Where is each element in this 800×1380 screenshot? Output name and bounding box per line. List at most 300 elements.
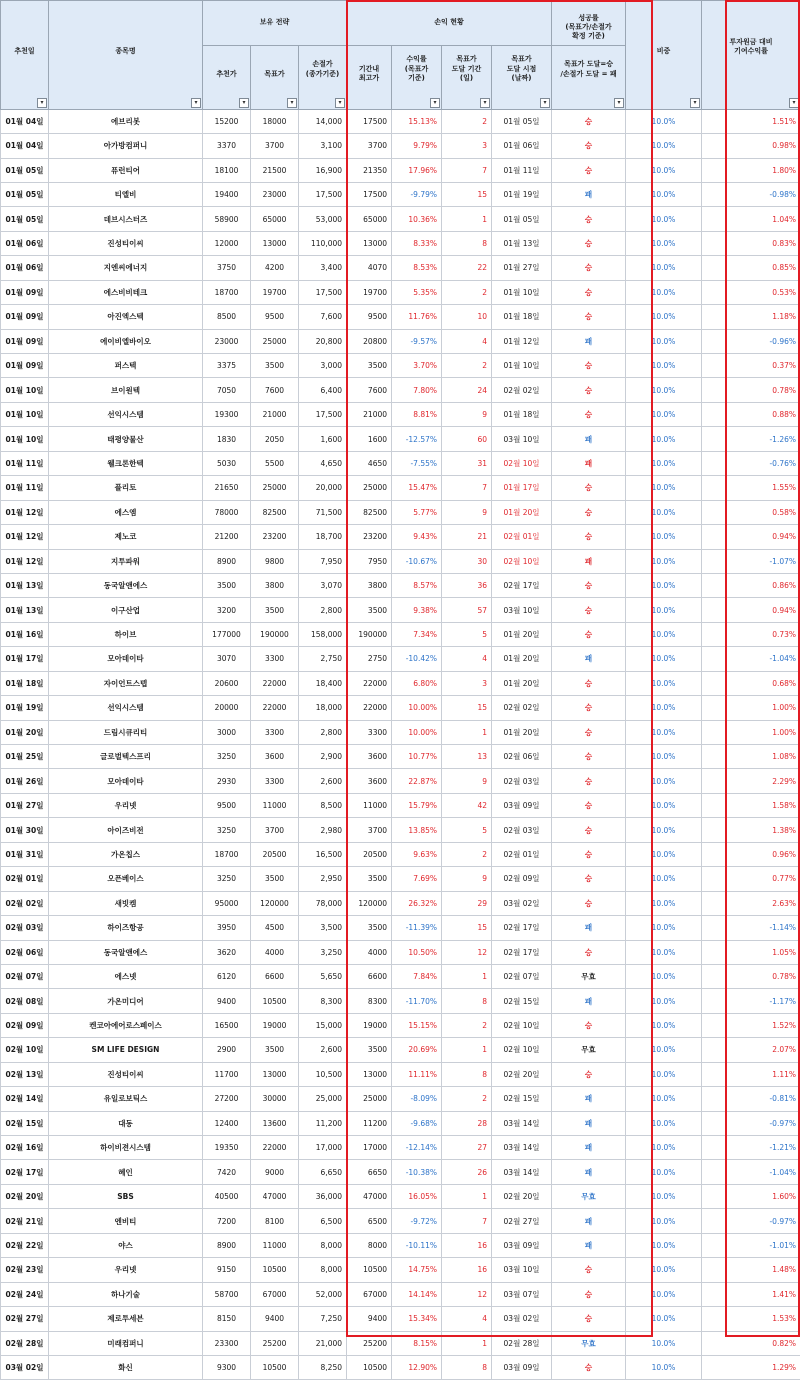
cell-target-price[interactable]: 25200 bbox=[251, 1331, 299, 1355]
cell-rec-price[interactable]: 3375 bbox=[203, 354, 251, 378]
cell-return-rate[interactable]: 15.47% bbox=[392, 476, 442, 500]
cell-contribution[interactable]: 0.85% bbox=[702, 256, 800, 280]
cell-weight[interactable]: 10.0% bbox=[626, 745, 702, 769]
cell-rec-date[interactable]: 01월 12일 bbox=[1, 500, 49, 524]
cell-weight[interactable]: 10.0% bbox=[626, 696, 702, 720]
cell-stock-name[interactable]: 에이비엘바이오 bbox=[49, 329, 203, 353]
cell-target-days[interactable]: 7 bbox=[442, 1209, 492, 1233]
cell-contribution[interactable]: -1.04% bbox=[702, 1160, 800, 1184]
cell-return-rate[interactable]: -10.11% bbox=[392, 1233, 442, 1257]
cell-contribution[interactable]: 1.00% bbox=[702, 696, 800, 720]
cell-stock-name[interactable]: 하이즈항공 bbox=[49, 916, 203, 940]
cell-rec-date[interactable]: 01월 17일 bbox=[1, 647, 49, 671]
cell-rec-date[interactable]: 01월 19일 bbox=[1, 696, 49, 720]
cell-return-rate[interactable]: -8.09% bbox=[392, 1087, 442, 1111]
cell-result[interactable]: 승 bbox=[552, 867, 626, 891]
cell-target-price[interactable]: 67000 bbox=[251, 1282, 299, 1306]
cell-weight[interactable]: 10.0% bbox=[626, 476, 702, 500]
cell-target-days[interactable]: 9 bbox=[442, 769, 492, 793]
cell-stop-loss[interactable]: 3,400 bbox=[299, 256, 347, 280]
cell-target-price[interactable]: 22000 bbox=[251, 1136, 299, 1160]
cell-target-date[interactable]: 02월 10일 bbox=[492, 451, 552, 475]
cell-stop-loss[interactable]: 8,250 bbox=[299, 1355, 347, 1379]
cell-target-price[interactable]: 22000 bbox=[251, 696, 299, 720]
cell-target-price[interactable]: 190000 bbox=[251, 622, 299, 646]
cell-target-date[interactable]: 01월 27일 bbox=[492, 256, 552, 280]
cell-stock-name[interactable]: 야스 bbox=[49, 1233, 203, 1257]
cell-contribution[interactable]: 0.77% bbox=[702, 867, 800, 891]
cell-target-date[interactable]: 02월 01일 bbox=[492, 842, 552, 866]
cell-target-price[interactable]: 18000 bbox=[251, 109, 299, 133]
cell-target-days[interactable]: 1 bbox=[442, 1331, 492, 1355]
cell-target-price[interactable]: 5500 bbox=[251, 451, 299, 475]
cell-weight[interactable]: 10.0% bbox=[626, 402, 702, 426]
cell-result[interactable]: 패 bbox=[552, 1111, 626, 1135]
cell-target-price[interactable]: 21000 bbox=[251, 402, 299, 426]
cell-result[interactable]: 패 bbox=[552, 1209, 626, 1233]
cell-result[interactable]: 패 bbox=[552, 427, 626, 451]
cell-rec-date[interactable]: 01월 09일 bbox=[1, 305, 49, 329]
cell-rec-price[interactable]: 6120 bbox=[203, 964, 251, 988]
cell-period-high[interactable]: 11200 bbox=[347, 1111, 392, 1135]
cell-stock-name[interactable]: 퓨런티어 bbox=[49, 158, 203, 182]
cell-rec-date[interactable]: 02월 13일 bbox=[1, 1062, 49, 1086]
cell-return-rate[interactable]: 15.13% bbox=[392, 109, 442, 133]
cell-target-date[interactable]: 01월 19일 bbox=[492, 182, 552, 206]
cell-target-price[interactable]: 3700 bbox=[251, 134, 299, 158]
cell-target-price[interactable]: 4000 bbox=[251, 940, 299, 964]
cell-result[interactable]: 패 bbox=[552, 329, 626, 353]
cell-period-high[interactable]: 11000 bbox=[347, 793, 392, 817]
cell-result[interactable]: 패 bbox=[552, 1160, 626, 1184]
cell-stop-loss[interactable]: 8,000 bbox=[299, 1258, 347, 1282]
cell-target-date[interactable]: 02월 03일 bbox=[492, 818, 552, 842]
cell-weight[interactable]: 10.0% bbox=[626, 867, 702, 891]
cell-rec-date[interactable]: 01월 05일 bbox=[1, 158, 49, 182]
cell-stop-loss[interactable]: 8,500 bbox=[299, 793, 347, 817]
cell-stock-name[interactable]: 가온미디어 bbox=[49, 989, 203, 1013]
cell-stop-loss[interactable]: 2,600 bbox=[299, 769, 347, 793]
cell-contribution[interactable]: 1.38% bbox=[702, 818, 800, 842]
cell-period-high[interactable]: 2750 bbox=[347, 647, 392, 671]
cell-rec-price[interactable]: 3250 bbox=[203, 867, 251, 891]
cell-contribution[interactable]: 0.73% bbox=[702, 622, 800, 646]
cell-rec-price[interactable]: 95000 bbox=[203, 891, 251, 915]
cell-rec-date[interactable]: 01월 09일 bbox=[1, 354, 49, 378]
cell-rec-price[interactable]: 58700 bbox=[203, 1282, 251, 1306]
cell-stock-name[interactable]: 선익시스템 bbox=[49, 696, 203, 720]
cell-return-rate[interactable]: -11.39% bbox=[392, 916, 442, 940]
cell-stop-loss[interactable]: 52,000 bbox=[299, 1282, 347, 1306]
cell-result[interactable]: 승 bbox=[552, 1307, 626, 1331]
cell-return-rate[interactable]: -7.55% bbox=[392, 451, 442, 475]
cell-target-days[interactable]: 2 bbox=[442, 1013, 492, 1037]
cell-rec-date[interactable]: 01월 12일 bbox=[1, 549, 49, 573]
cell-weight[interactable]: 10.0% bbox=[626, 1111, 702, 1135]
cell-period-high[interactable]: 23200 bbox=[347, 525, 392, 549]
cell-stock-name[interactable]: 혜인 bbox=[49, 1160, 203, 1184]
cell-rec-date[interactable]: 02월 01일 bbox=[1, 867, 49, 891]
cell-contribution[interactable]: 1.05% bbox=[702, 940, 800, 964]
cell-weight[interactable]: 10.0% bbox=[626, 500, 702, 524]
cell-weight[interactable]: 10.0% bbox=[626, 916, 702, 940]
cell-rec-price[interactable]: 3620 bbox=[203, 940, 251, 964]
cell-stop-loss[interactable]: 2,980 bbox=[299, 818, 347, 842]
cell-rec-price[interactable]: 18100 bbox=[203, 158, 251, 182]
filter-dropdown-icon[interactable]: ▾ bbox=[480, 98, 490, 108]
cell-contribution[interactable]: 1.18% bbox=[702, 305, 800, 329]
cell-rec-date[interactable]: 02월 14일 bbox=[1, 1087, 49, 1111]
cell-weight[interactable]: 10.0% bbox=[626, 622, 702, 646]
cell-target-date[interactable]: 02월 17일 bbox=[492, 940, 552, 964]
cell-target-date[interactable]: 02월 03일 bbox=[492, 769, 552, 793]
cell-stop-loss[interactable]: 18,000 bbox=[299, 696, 347, 720]
cell-target-price[interactable]: 22000 bbox=[251, 671, 299, 695]
cell-rec-price[interactable]: 18700 bbox=[203, 842, 251, 866]
cell-target-days[interactable]: 2 bbox=[442, 354, 492, 378]
cell-weight[interactable]: 10.0% bbox=[626, 1184, 702, 1208]
cell-target-days[interactable]: 8 bbox=[442, 1355, 492, 1379]
cell-result[interactable]: 승 bbox=[552, 305, 626, 329]
cell-weight[interactable]: 10.0% bbox=[626, 1233, 702, 1257]
cell-target-date[interactable]: 01월 05일 bbox=[492, 109, 552, 133]
cell-rec-date[interactable]: 02월 28일 bbox=[1, 1331, 49, 1355]
cell-return-rate[interactable]: 12.90% bbox=[392, 1355, 442, 1379]
cell-target-price[interactable]: 13000 bbox=[251, 231, 299, 255]
filter-active-icon[interactable]: ▾ bbox=[540, 98, 550, 108]
cell-target-date[interactable]: 03월 02일 bbox=[492, 891, 552, 915]
cell-period-high[interactable]: 25000 bbox=[347, 476, 392, 500]
cell-target-days[interactable]: 27 bbox=[442, 1136, 492, 1160]
cell-rec-price[interactable]: 8500 bbox=[203, 305, 251, 329]
cell-target-date[interactable]: 01월 11일 bbox=[492, 158, 552, 182]
cell-period-high[interactable]: 20800 bbox=[347, 329, 392, 353]
cell-target-days[interactable]: 8 bbox=[442, 231, 492, 255]
filter-dropdown-icon[interactable]: ▾ bbox=[287, 98, 297, 108]
cell-rec-price[interactable]: 3250 bbox=[203, 818, 251, 842]
cell-rec-price[interactable]: 16500 bbox=[203, 1013, 251, 1037]
filter-dropdown-icon[interactable]: ▾ bbox=[614, 98, 624, 108]
cell-target-price[interactable]: 6600 bbox=[251, 964, 299, 988]
cell-target-days[interactable]: 42 bbox=[442, 793, 492, 817]
cell-result[interactable]: 패 bbox=[552, 1136, 626, 1160]
cell-target-price[interactable]: 4200 bbox=[251, 256, 299, 280]
cell-rec-price[interactable]: 3370 bbox=[203, 134, 251, 158]
cell-result[interactable]: 패 bbox=[552, 989, 626, 1013]
cell-target-date[interactable]: 02월 10일 bbox=[492, 549, 552, 573]
cell-target-days[interactable]: 9 bbox=[442, 402, 492, 426]
cell-target-days[interactable]: 13 bbox=[442, 745, 492, 769]
cell-contribution[interactable]: 0.96% bbox=[702, 842, 800, 866]
cell-rec-price[interactable]: 9300 bbox=[203, 1355, 251, 1379]
cell-contribution[interactable]: 0.83% bbox=[702, 231, 800, 255]
cell-period-high[interactable]: 10500 bbox=[347, 1258, 392, 1282]
cell-stop-loss[interactable]: 16,500 bbox=[299, 842, 347, 866]
cell-stock-name[interactable]: 엔비티 bbox=[49, 1209, 203, 1233]
cell-target-date[interactable]: 01월 20일 bbox=[492, 647, 552, 671]
cell-target-date[interactable]: 03월 10일 bbox=[492, 427, 552, 451]
cell-result[interactable]: 무효 bbox=[552, 1184, 626, 1208]
cell-target-date[interactable]: 03월 09일 bbox=[492, 793, 552, 817]
cell-period-high[interactable]: 19000 bbox=[347, 1013, 392, 1037]
cell-weight[interactable]: 10.0% bbox=[626, 1282, 702, 1306]
cell-target-price[interactable]: 10500 bbox=[251, 1258, 299, 1282]
cell-stock-name[interactable]: 이구산업 bbox=[49, 598, 203, 622]
cell-return-rate[interactable]: -10.42% bbox=[392, 647, 442, 671]
cell-stock-name[interactable]: 우리넷 bbox=[49, 793, 203, 817]
cell-rec-price[interactable]: 58900 bbox=[203, 207, 251, 231]
cell-rec-date[interactable]: 01월 31일 bbox=[1, 842, 49, 866]
cell-stock-name[interactable]: SBS bbox=[49, 1184, 203, 1208]
cell-period-high[interactable]: 21000 bbox=[347, 402, 392, 426]
cell-period-high[interactable]: 20500 bbox=[347, 842, 392, 866]
cell-target-days[interactable]: 21 bbox=[442, 525, 492, 549]
cell-period-high[interactable]: 3500 bbox=[347, 354, 392, 378]
cell-rec-date[interactable]: 01월 06일 bbox=[1, 231, 49, 255]
cell-result[interactable]: 승 bbox=[552, 745, 626, 769]
cell-rec-date[interactable]: 02월 23일 bbox=[1, 1258, 49, 1282]
cell-period-high[interactable]: 17500 bbox=[347, 109, 392, 133]
cell-target-date[interactable]: 02월 01일 bbox=[492, 525, 552, 549]
cell-rec-price[interactable]: 78000 bbox=[203, 500, 251, 524]
cell-rec-date[interactable]: 01월 10일 bbox=[1, 378, 49, 402]
cell-rec-price[interactable]: 12400 bbox=[203, 1111, 251, 1135]
cell-rec-date[interactable]: 01월 16일 bbox=[1, 622, 49, 646]
cell-target-days[interactable]: 3 bbox=[442, 671, 492, 695]
cell-stock-name[interactable]: 드림시큐리티 bbox=[49, 720, 203, 744]
cell-rec-date[interactable]: 01월 06일 bbox=[1, 256, 49, 280]
cell-weight[interactable]: 10.0% bbox=[626, 134, 702, 158]
cell-period-high[interactable]: 3700 bbox=[347, 818, 392, 842]
cell-result[interactable]: 승 bbox=[552, 109, 626, 133]
cell-rec-price[interactable]: 19400 bbox=[203, 182, 251, 206]
cell-contribution[interactable]: -0.97% bbox=[702, 1111, 800, 1135]
cell-period-high[interactable]: 3700 bbox=[347, 134, 392, 158]
cell-target-price[interactable]: 3300 bbox=[251, 720, 299, 744]
cell-rec-date[interactable]: 02월 20일 bbox=[1, 1184, 49, 1208]
cell-period-high[interactable]: 9400 bbox=[347, 1307, 392, 1331]
cell-result[interactable]: 패 bbox=[552, 182, 626, 206]
cell-stop-loss[interactable]: 3,250 bbox=[299, 940, 347, 964]
cell-return-rate[interactable]: -11.70% bbox=[392, 989, 442, 1013]
cell-rec-price[interactable]: 23300 bbox=[203, 1331, 251, 1355]
cell-return-rate[interactable]: 26.32% bbox=[392, 891, 442, 915]
cell-rec-date[interactable]: 02월 27일 bbox=[1, 1307, 49, 1331]
cell-return-rate[interactable]: 20.69% bbox=[392, 1038, 442, 1062]
cell-period-high[interactable]: 25200 bbox=[347, 1331, 392, 1355]
cell-stock-name[interactable]: 에브리봇 bbox=[49, 109, 203, 133]
cell-stop-loss[interactable]: 25,000 bbox=[299, 1087, 347, 1111]
cell-rec-date[interactable]: 01월 05일 bbox=[1, 207, 49, 231]
cell-target-date[interactable]: 02월 02일 bbox=[492, 696, 552, 720]
cell-stock-name[interactable]: 선익시스템 bbox=[49, 402, 203, 426]
cell-target-date[interactable]: 02월 10일 bbox=[492, 1038, 552, 1062]
cell-target-price[interactable]: 3300 bbox=[251, 769, 299, 793]
cell-rec-date[interactable]: 01월 13일 bbox=[1, 573, 49, 597]
cell-contribution[interactable]: 0.98% bbox=[702, 134, 800, 158]
cell-weight[interactable]: 10.0% bbox=[626, 1355, 702, 1379]
cell-target-price[interactable]: 25000 bbox=[251, 476, 299, 500]
cell-stop-loss[interactable]: 10,500 bbox=[299, 1062, 347, 1086]
cell-stop-loss[interactable]: 3,500 bbox=[299, 916, 347, 940]
cell-rec-price[interactable]: 20000 bbox=[203, 696, 251, 720]
cell-stock-name[interactable]: 제로투세븐 bbox=[49, 1307, 203, 1331]
cell-target-days[interactable]: 15 bbox=[442, 696, 492, 720]
cell-stop-loss[interactable]: 2,900 bbox=[299, 745, 347, 769]
cell-target-days[interactable]: 9 bbox=[442, 867, 492, 891]
cell-stock-name[interactable]: 오픈베이스 bbox=[49, 867, 203, 891]
cell-stock-name[interactable]: 아진엑스텍 bbox=[49, 305, 203, 329]
cell-contribution[interactable]: 0.53% bbox=[702, 280, 800, 304]
cell-rec-price[interactable]: 3070 bbox=[203, 647, 251, 671]
cell-period-high[interactable]: 3500 bbox=[347, 1038, 392, 1062]
cell-contribution[interactable]: 0.37% bbox=[702, 354, 800, 378]
cell-target-date[interactable]: 01월 17일 bbox=[492, 476, 552, 500]
cell-target-price[interactable]: 23000 bbox=[251, 182, 299, 206]
cell-period-high[interactable]: 6500 bbox=[347, 1209, 392, 1233]
cell-rec-date[interactable]: 01월 04일 bbox=[1, 134, 49, 158]
cell-target-date[interactable]: 03월 14일 bbox=[492, 1136, 552, 1160]
cell-target-price[interactable]: 20500 bbox=[251, 842, 299, 866]
cell-period-high[interactable]: 7600 bbox=[347, 378, 392, 402]
cell-stop-loss[interactable]: 158,000 bbox=[299, 622, 347, 646]
cell-stop-loss[interactable]: 7,950 bbox=[299, 549, 347, 573]
filter-dropdown-icon[interactable]: ▾ bbox=[191, 98, 201, 108]
cell-rec-price[interactable]: 177000 bbox=[203, 622, 251, 646]
cell-period-high[interactable]: 6650 bbox=[347, 1160, 392, 1184]
cell-period-high[interactable]: 3300 bbox=[347, 720, 392, 744]
cell-period-high[interactable]: 190000 bbox=[347, 622, 392, 646]
cell-rec-date[interactable]: 01월 09일 bbox=[1, 280, 49, 304]
cell-period-high[interactable]: 1600 bbox=[347, 427, 392, 451]
cell-stock-name[interactable]: 아가방컴퍼니 bbox=[49, 134, 203, 158]
cell-period-high[interactable]: 4000 bbox=[347, 940, 392, 964]
cell-rec-price[interactable]: 8900 bbox=[203, 1233, 251, 1257]
cell-weight[interactable]: 10.0% bbox=[626, 427, 702, 451]
cell-target-date[interactable]: 02월 27일 bbox=[492, 1209, 552, 1233]
cell-target-price[interactable]: 9400 bbox=[251, 1307, 299, 1331]
cell-target-days[interactable]: 1 bbox=[442, 207, 492, 231]
filter-dropdown-icon[interactable]: ▾ bbox=[37, 98, 47, 108]
cell-target-price[interactable]: 3800 bbox=[251, 573, 299, 597]
cell-target-price[interactable]: 9500 bbox=[251, 305, 299, 329]
cell-result[interactable]: 무효 bbox=[552, 1331, 626, 1355]
cell-weight[interactable]: 10.0% bbox=[626, 451, 702, 475]
cell-contribution[interactable]: -1.14% bbox=[702, 916, 800, 940]
cell-target-price[interactable]: 82500 bbox=[251, 500, 299, 524]
cell-rec-date[interactable]: 02월 02일 bbox=[1, 891, 49, 915]
cell-target-date[interactable]: 02월 20일 bbox=[492, 1062, 552, 1086]
cell-target-date[interactable]: 03월 09일 bbox=[492, 1355, 552, 1379]
cell-period-high[interactable]: 22000 bbox=[347, 696, 392, 720]
cell-period-high[interactable]: 10500 bbox=[347, 1355, 392, 1379]
cell-stop-loss[interactable]: 18,700 bbox=[299, 525, 347, 549]
cell-target-days[interactable]: 2 bbox=[442, 280, 492, 304]
cell-result[interactable]: 승 bbox=[552, 256, 626, 280]
cell-rec-date[interactable]: 01월 11일 bbox=[1, 451, 49, 475]
cell-target-date[interactable]: 02월 15일 bbox=[492, 989, 552, 1013]
cell-return-rate[interactable]: 7.84% bbox=[392, 964, 442, 988]
cell-weight[interactable]: 10.0% bbox=[626, 1062, 702, 1086]
cell-target-days[interactable]: 10 bbox=[442, 305, 492, 329]
cell-stop-loss[interactable]: 17,000 bbox=[299, 1136, 347, 1160]
cell-rec-price[interactable]: 11700 bbox=[203, 1062, 251, 1086]
cell-rec-price[interactable]: 18700 bbox=[203, 280, 251, 304]
cell-target-date[interactable]: 03월 07일 bbox=[492, 1282, 552, 1306]
cell-stop-loss[interactable]: 7,250 bbox=[299, 1307, 347, 1331]
cell-contribution[interactable]: 1.00% bbox=[702, 720, 800, 744]
cell-contribution[interactable]: -0.76% bbox=[702, 451, 800, 475]
cell-target-date[interactable]: 02월 09일 bbox=[492, 867, 552, 891]
cell-target-date[interactable]: 03월 09일 bbox=[492, 1233, 552, 1257]
cell-weight[interactable]: 10.0% bbox=[626, 1038, 702, 1062]
cell-contribution[interactable]: 0.68% bbox=[702, 671, 800, 695]
cell-target-date[interactable]: 01월 20일 bbox=[492, 671, 552, 695]
cell-period-high[interactable]: 17000 bbox=[347, 1136, 392, 1160]
cell-stop-loss[interactable]: 6,400 bbox=[299, 378, 347, 402]
cell-contribution[interactable]: 1.41% bbox=[702, 1282, 800, 1306]
cell-period-high[interactable]: 4070 bbox=[347, 256, 392, 280]
cell-stop-loss[interactable]: 6,650 bbox=[299, 1160, 347, 1184]
cell-stock-name[interactable]: 가온칩스 bbox=[49, 842, 203, 866]
cell-stop-loss[interactable]: 78,000 bbox=[299, 891, 347, 915]
cell-result[interactable]: 승 bbox=[552, 940, 626, 964]
cell-target-price[interactable]: 13000 bbox=[251, 1062, 299, 1086]
cell-period-high[interactable]: 7950 bbox=[347, 549, 392, 573]
cell-result[interactable]: 승 bbox=[552, 134, 626, 158]
cell-rec-date[interactable]: 01월 30일 bbox=[1, 818, 49, 842]
cell-contribution[interactable]: 1.29% bbox=[702, 1355, 800, 1379]
cell-weight[interactable]: 10.0% bbox=[626, 525, 702, 549]
cell-stop-loss[interactable]: 18,400 bbox=[299, 671, 347, 695]
cell-rec-price[interactable]: 8900 bbox=[203, 549, 251, 573]
cell-rec-price[interactable]: 5030 bbox=[203, 451, 251, 475]
cell-contribution[interactable]: 0.78% bbox=[702, 378, 800, 402]
cell-contribution[interactable]: 0.88% bbox=[702, 402, 800, 426]
cell-target-days[interactable]: 3 bbox=[442, 134, 492, 158]
cell-target-days[interactable]: 16 bbox=[442, 1233, 492, 1257]
cell-target-date[interactable]: 01월 13일 bbox=[492, 231, 552, 255]
cell-weight[interactable]: 10.0% bbox=[626, 1160, 702, 1184]
cell-rec-price[interactable]: 19350 bbox=[203, 1136, 251, 1160]
cell-contribution[interactable]: 1.60% bbox=[702, 1184, 800, 1208]
cell-contribution[interactable]: 1.08% bbox=[702, 745, 800, 769]
cell-return-rate[interactable]: 9.63% bbox=[392, 842, 442, 866]
cell-stop-loss[interactable]: 21,000 bbox=[299, 1331, 347, 1355]
cell-stock-name[interactable]: 미래컴퍼니 bbox=[49, 1331, 203, 1355]
cell-rec-date[interactable]: 01월 10일 bbox=[1, 402, 49, 426]
cell-target-days[interactable]: 7 bbox=[442, 476, 492, 500]
cell-period-high[interactable]: 47000 bbox=[347, 1184, 392, 1208]
cell-rec-date[interactable]: 02월 10일 bbox=[1, 1038, 49, 1062]
cell-target-days[interactable]: 16 bbox=[442, 1258, 492, 1282]
cell-weight[interactable]: 10.0% bbox=[626, 256, 702, 280]
cell-return-rate[interactable]: 8.33% bbox=[392, 231, 442, 255]
cell-stop-loss[interactable]: 8,000 bbox=[299, 1233, 347, 1257]
cell-target-price[interactable]: 7600 bbox=[251, 378, 299, 402]
cell-target-days[interactable]: 31 bbox=[442, 451, 492, 475]
cell-stock-name[interactable]: SM LIFE DESIGN bbox=[49, 1038, 203, 1062]
cell-stock-name[interactable]: 모아데이타 bbox=[49, 769, 203, 793]
cell-result[interactable]: 패 bbox=[552, 1087, 626, 1111]
cell-rec-price[interactable]: 9400 bbox=[203, 989, 251, 1013]
cell-contribution[interactable]: 1.53% bbox=[702, 1307, 800, 1331]
cell-stock-name[interactable]: 티엘비 bbox=[49, 182, 203, 206]
cell-stop-loss[interactable]: 3,070 bbox=[299, 573, 347, 597]
cell-return-rate[interactable]: 10.00% bbox=[392, 720, 442, 744]
cell-contribution[interactable]: 2.63% bbox=[702, 891, 800, 915]
cell-weight[interactable]: 10.0% bbox=[626, 182, 702, 206]
